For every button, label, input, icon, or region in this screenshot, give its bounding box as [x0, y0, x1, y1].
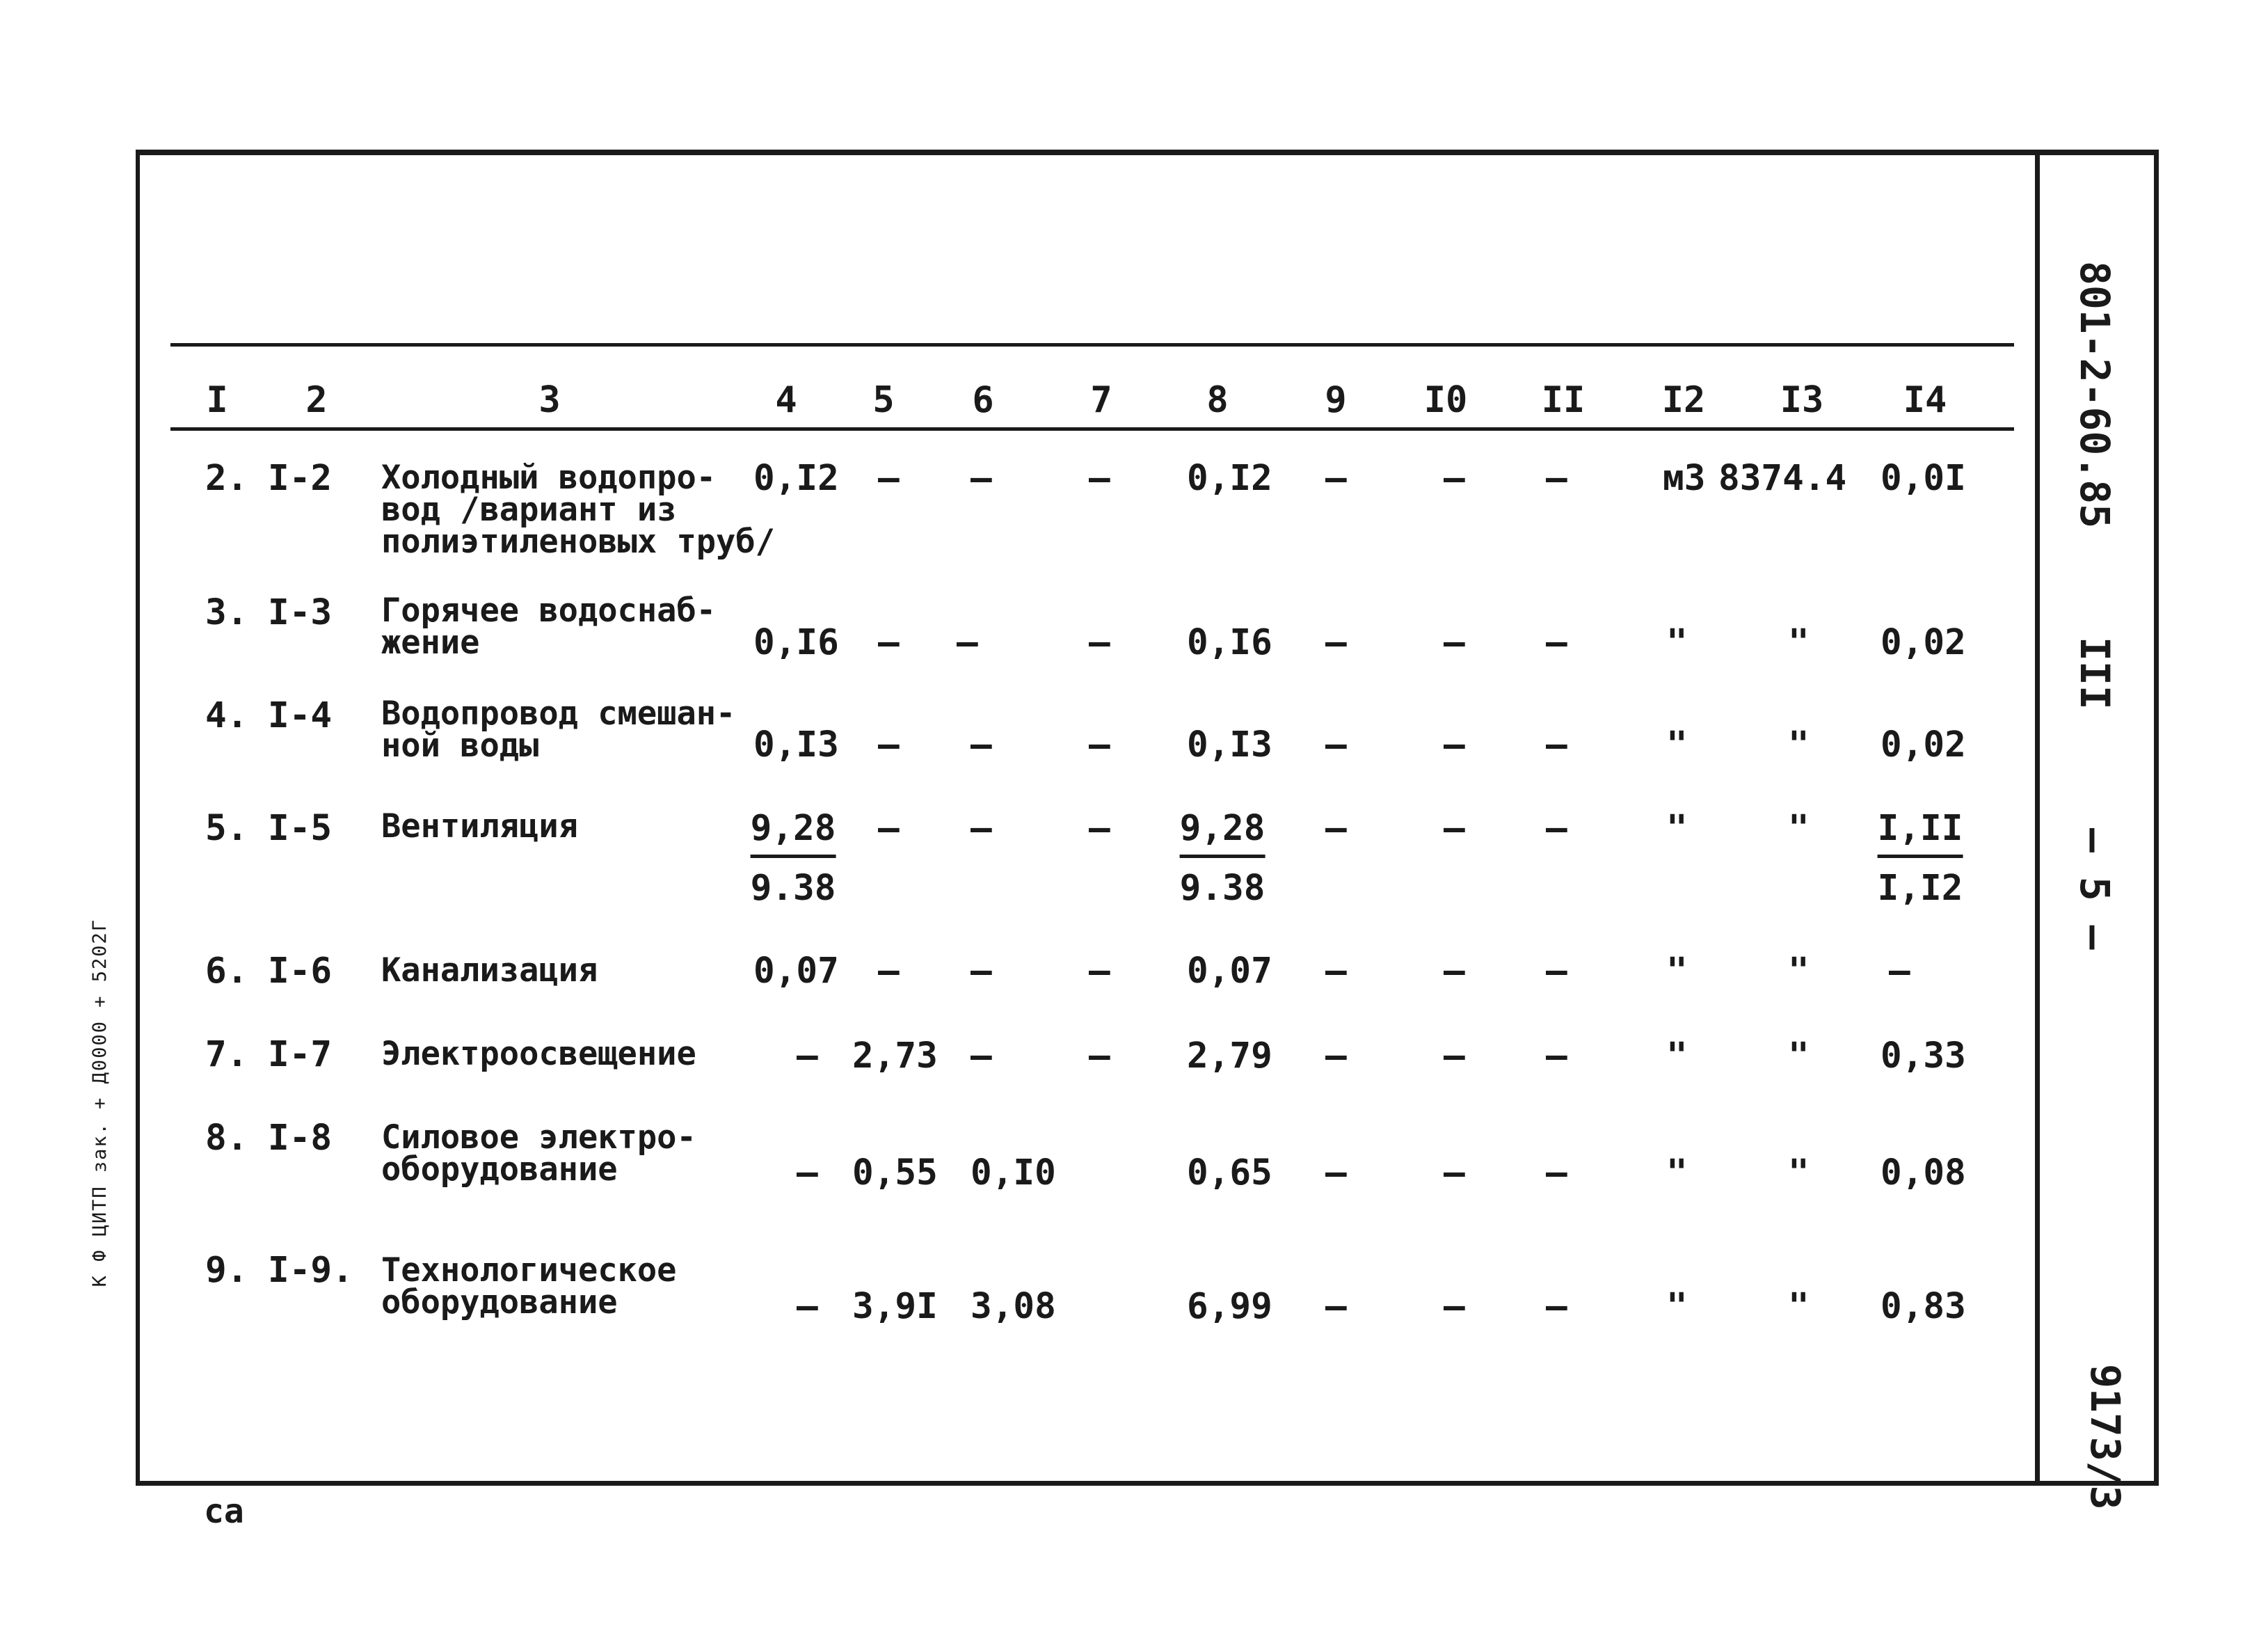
row-name: Канализация [381, 951, 598, 990]
cell-c12: " [1666, 951, 1688, 992]
column-header: I2 [1661, 379, 1706, 421]
cell-c5: – [878, 458, 900, 499]
row-code: I-4 [268, 695, 333, 736]
fraction-denominator: 9.38 [750, 868, 836, 909]
footer-mark: ca [204, 1492, 244, 1531]
header-bottom-rule [170, 427, 2014, 431]
cell-c12: " [1666, 808, 1688, 849]
column-header: I0 [1423, 379, 1468, 421]
column-header: I3 [1780, 379, 1824, 421]
row-code: I-8 [268, 1118, 333, 1159]
column-header: 2 [305, 379, 328, 421]
cell-c4: 0,I2 [753, 458, 839, 499]
cell-c13: " [1788, 951, 1810, 992]
cell-c11: – [1546, 1035, 1567, 1077]
cell-c8: 0,65 [1187, 1152, 1272, 1193]
column-header: 3 [538, 379, 561, 421]
cell-c10: – [1444, 808, 1465, 849]
cell-c5: – [878, 724, 900, 765]
cell-c11: – [1546, 1286, 1567, 1327]
column-header: 7 [1090, 379, 1112, 421]
row-number: 5. [205, 808, 248, 849]
cell-c4-fraction [750, 808, 836, 909]
row-name: Водопровод смешан- ной воды [381, 695, 736, 765]
cell-c9: – [1325, 951, 1347, 992]
cell-c11: – [1546, 622, 1567, 663]
header-top-rule [170, 343, 2014, 347]
row-number: 8. [205, 1118, 248, 1159]
cell-c9: – [1325, 1035, 1347, 1077]
row-number: 9. [205, 1250, 248, 1291]
cell-c5: – [878, 808, 900, 849]
cell-c12: " [1666, 1152, 1688, 1193]
cell-c11: – [1546, 951, 1567, 992]
fraction-bar [1878, 855, 1963, 858]
cell-c8: 0,I3 [1187, 724, 1272, 765]
cell-c7: – [1089, 724, 1110, 765]
cell-c13: " [1788, 622, 1810, 663]
row-number: 6. [205, 951, 248, 992]
cell-c4: – [797, 1035, 818, 1077]
column-header: II [1541, 379, 1586, 421]
cell-c4: – [797, 1286, 818, 1327]
cell-c5: 3,9I [852, 1286, 938, 1327]
column-header: 4 [775, 379, 797, 421]
cell-c11: – [1546, 458, 1567, 499]
cell-c11: – [1546, 1152, 1567, 1193]
cell-c14: – [1889, 951, 1910, 992]
print-imprint: К Ф ЦИТП зак. + Д0000 + 5202Г [89, 919, 111, 1287]
cell-c9: – [1325, 1152, 1347, 1193]
cell-c7: – [1089, 1035, 1110, 1077]
cell-c6: – [971, 808, 992, 849]
cell-c12: " [1666, 622, 1688, 663]
cell-c14-fraction [1877, 808, 1963, 909]
cell-c11: – [1546, 808, 1567, 849]
cell-c6: 0,I0 [971, 1152, 1056, 1193]
row-name: Горячее водоснаб- жение [381, 592, 717, 662]
cell-c12: " [1666, 1035, 1688, 1077]
cell-c14: 0,0I [1880, 458, 1966, 499]
column-header: 9 [1325, 379, 1347, 421]
cell-c6: – [957, 622, 978, 663]
cell-c4: – [797, 1152, 818, 1193]
project-code: 801-2-60.85 [2071, 261, 2118, 529]
cell-c10: – [1444, 1286, 1465, 1327]
cell-c13: " [1788, 808, 1810, 849]
row-number: 7. [205, 1034, 248, 1075]
cell-c9: – [1325, 1286, 1347, 1327]
cell-c6: – [971, 724, 992, 765]
column-header: 5 [872, 379, 895, 421]
cell-c8: 0,I2 [1187, 458, 1272, 499]
fraction-numerator: 9,28 [750, 808, 836, 849]
cell-c9: – [1325, 808, 1347, 849]
column-header: 6 [972, 379, 994, 421]
fraction-numerator: I,II [1877, 808, 1963, 849]
row-number: 3. [205, 592, 248, 633]
album-number: III [2071, 637, 2118, 710]
cell-c6: – [971, 951, 992, 992]
cell-c4: 0,I6 [753, 622, 839, 663]
cell-c6: – [971, 1035, 992, 1077]
cell-c14: 0,08 [1880, 1152, 1966, 1193]
fraction-denominator: 9.38 [1179, 868, 1265, 909]
cell-c7: – [1089, 458, 1110, 499]
cell-c13: 8374.4 [1718, 458, 1847, 499]
row-code: I-2 [268, 458, 333, 499]
fraction-numerator: 9,28 [1179, 808, 1265, 849]
row-number: 4. [205, 695, 248, 736]
cell-c8: 2,79 [1187, 1035, 1272, 1077]
cell-c13: " [1788, 724, 1810, 765]
cell-c9: – [1325, 724, 1347, 765]
cell-c8: 0,I6 [1187, 622, 1272, 663]
cell-c7: – [1089, 622, 1110, 663]
row-code: I-5 [268, 808, 333, 849]
cell-c10: – [1444, 951, 1465, 992]
row-code: I-7 [268, 1034, 333, 1075]
cell-c10: – [1444, 458, 1465, 499]
order-number: 9173/3 [2082, 1364, 2129, 1510]
row-code: I-3 [268, 592, 333, 633]
cell-c7: – [1089, 808, 1110, 849]
fraction-bar [1180, 855, 1265, 858]
column-header: I [206, 379, 228, 421]
row-name: Холодный водопро- вод /вариант из полиэтиленовых труб/ [381, 459, 775, 561]
cell-c10: – [1444, 1152, 1465, 1193]
row-name: Вентиляция [381, 807, 578, 846]
cell-c4: 0,07 [753, 951, 839, 992]
cell-c12: " [1666, 724, 1688, 765]
cell-c8: 0,07 [1187, 951, 1272, 992]
cell-c8-fraction [1179, 808, 1265, 909]
cell-c14: 0,33 [1880, 1035, 1966, 1077]
cell-c9: – [1325, 458, 1347, 499]
cell-c13: " [1788, 1286, 1810, 1327]
fraction-denominator: I,I2 [1877, 868, 1963, 909]
cell-c6: 3,08 [971, 1286, 1056, 1327]
cell-c12: м3 [1663, 458, 1706, 499]
row-name: Электроосвещение [381, 1035, 696, 1073]
cell-c14: 0,02 [1880, 622, 1966, 663]
cell-c12: " [1666, 1286, 1688, 1327]
cell-c14: 0,83 [1880, 1286, 1966, 1327]
row-code: I-6 [268, 951, 333, 992]
column-header: 8 [1206, 379, 1229, 421]
cell-c6: – [971, 458, 992, 499]
fraction-bar [751, 855, 836, 858]
row-name: Технологическое оборудование [381, 1251, 677, 1322]
cell-c4: 0,I3 [753, 724, 839, 765]
cell-c10: – [1444, 724, 1465, 765]
cell-c5: – [878, 951, 900, 992]
cell-c5: 0,55 [852, 1152, 938, 1193]
cell-c14: 0,02 [1880, 724, 1966, 765]
cell-c10: – [1444, 622, 1465, 663]
cell-c11: – [1546, 724, 1567, 765]
cell-c10: – [1444, 1035, 1465, 1077]
cell-c5: – [878, 622, 900, 663]
page-number: – 5 – [2071, 828, 2118, 950]
row-code: I-9. [268, 1250, 353, 1291]
row-number: 2. [205, 458, 248, 499]
cell-c8: 6,99 [1187, 1286, 1272, 1327]
cell-c13: " [1788, 1035, 1810, 1077]
cell-c7: – [1089, 951, 1110, 992]
column-header: I4 [1903, 379, 1947, 421]
cell-c9: – [1325, 622, 1347, 663]
cell-c5: 2,73 [852, 1035, 938, 1077]
cell-c13: " [1788, 1152, 1810, 1193]
row-name: Силовое электро- оборудование [381, 1118, 696, 1189]
